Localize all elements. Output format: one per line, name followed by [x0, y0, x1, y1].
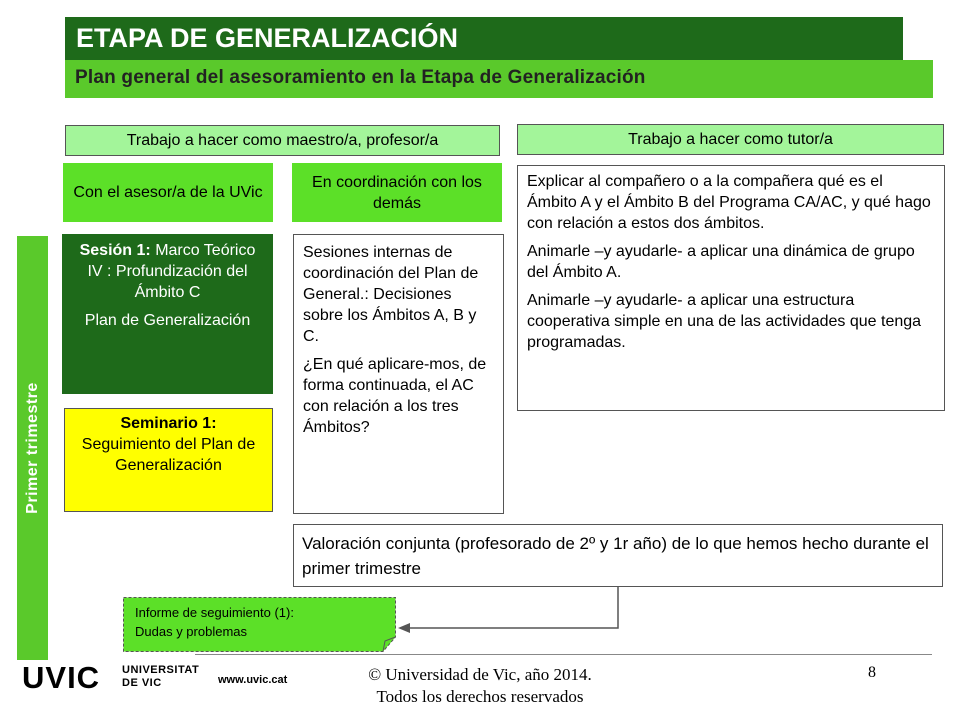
- sesion-bold: Sesión 1:: [79, 242, 151, 259]
- copyright: [330, 664, 630, 708]
- university-line1: UNIVERSITAT: [122, 664, 200, 676]
- tutor-p2: Animarle –y ayudarle- a aplicar una dinámica de grupo del Ámbito A.: [527, 243, 915, 281]
- sesion-paragraph: [70, 240, 265, 303]
- seminario-bold: Seminario 1:: [120, 415, 217, 432]
- column-coordinacion-label: En coordinación con los demás: [312, 173, 482, 212]
- coordinacion-p2: ¿En qué aplicare-mos, de forma continuada, el AC con relación a los tres Ámbitos?: [303, 356, 487, 436]
- tutor-p1: Explicar al compañero o a la compañera qué es el Ámbito A y el Ámbito B del Programa CA/AC, y qué hago con relación a estos dos ámbitos.: [527, 173, 931, 232]
- sesion-line2: Plan de Generalización: [84, 312, 251, 329]
- side-label: Primer trimestre: [23, 382, 41, 514]
- coordinacion-p1: Sesiones internas de coordinación del Plan de General.: Decisiones sobre los Ámbitos A, B y C.: [303, 244, 479, 345]
- tutor-p3: Animarle –y ayudarle- a aplicar una estructura cooperativa simple en una de las actividades que tenga programadas.: [527, 292, 922, 351]
- seminario-box: [64, 408, 273, 512]
- column-asesor-label: Con el asesor/a de la UVic: [73, 184, 263, 201]
- informe-line2: Dudas y problemas: [135, 624, 247, 639]
- tutor-text-box: [517, 165, 945, 411]
- sesion-box: [62, 234, 273, 394]
- uvic-logo: [22, 660, 207, 695]
- university-line2: DE VIC: [122, 677, 162, 689]
- informe-text: [135, 603, 294, 641]
- column-asesor: [63, 163, 273, 222]
- informe-line1: Informe de seguimiento (1):: [135, 605, 294, 620]
- copyright-line1: © Universidad de Vic, año 2014.: [368, 665, 592, 684]
- side-bar-trimestre: [17, 236, 48, 660]
- column-coordinacion: [292, 163, 502, 222]
- header-tutor-work: Trabajo a hacer como tutor/a: [517, 124, 944, 155]
- sesion-text: Marco Teórico IV : Profundización del Ámbito C: [87, 242, 256, 301]
- page-subtitle: Plan general del asesoramiento en la Etapa de Generalización: [65, 60, 933, 98]
- valoracion-box: Valoración conjunta (profesorado de 2º y 1r año) de lo que hemos hecho durante el primer trimestre: [293, 524, 943, 587]
- logo-text: UVIC: [22, 660, 101, 695]
- coordinacion-text-box: [293, 234, 504, 514]
- footer-divider: [195, 654, 932, 655]
- university-name: [122, 664, 199, 690]
- seminario-text: Seguimiento del Plan de Generalización: [81, 436, 256, 474]
- informe-note: [123, 597, 396, 652]
- page-title: ETAPA DE GENERALIZACIÓN: [65, 17, 903, 60]
- copyright-line2: Todos los derechos reservados: [376, 687, 584, 706]
- header-teacher-work: Trabajo a hacer como maestro/a, profesor/a: [65, 125, 500, 156]
- website-link[interactable]: www.uvic.cat: [218, 674, 288, 686]
- page-number: 8: [868, 664, 876, 681]
